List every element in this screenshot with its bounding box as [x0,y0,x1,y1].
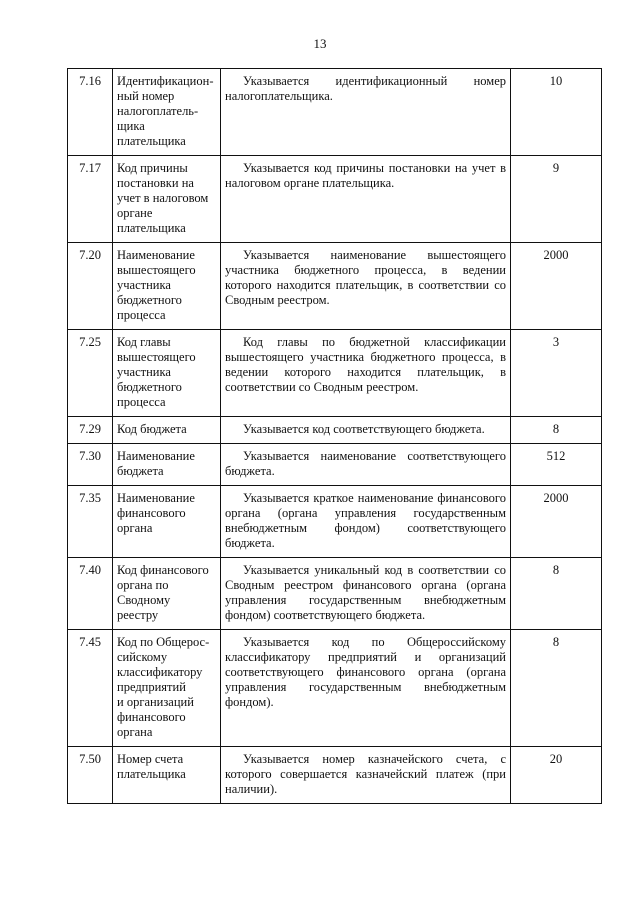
table-row [68,330,602,417]
field-name [113,630,221,747]
field-name-line: органа [117,725,153,739]
field-name-line: ный номер [117,89,175,103]
field-description: Указывается краткое наименование финансового органа (органа управления государственным внебюджетным фондом) соответствующего бюджета. [221,486,511,558]
field-name-line: плательщика [117,221,186,235]
table-row [68,417,602,444]
field-name-line: постановки на [117,176,194,190]
field-description: Код главы по бюджетной классификации вышестоящего участника бюджетного процесса, в ведении которого находится плательщик, в соответствии со Сводным реестром. [221,330,511,417]
field-description: Указывается код по Общероссийскому классификатору предприятий и организаций соответствующего финансового органа (органа управления государственным внебюджетным фондом). [221,630,511,747]
field-name-line: Код бюджета [117,422,187,436]
table-row [68,558,602,630]
field-name-line: Код причины [117,161,188,175]
row-number: 7.35 [68,486,113,558]
row-number: 7.30 [68,444,113,486]
field-description: Указывается уникальный код в соответствии со Сводным реестром финансового органа (органа управления государственным внебюджетным фондом) соответствующего бюджета. [221,558,511,630]
field-name-line: Номер счета [117,752,184,766]
page-number: 13 [313,36,327,51]
field-description: Указывается идентификационный номер налогоплательщика. [221,69,511,156]
field-name-line: вышестоящего [117,263,196,277]
field-name-line: сийскому [117,650,168,664]
field-name [113,486,221,558]
field-name-line: реестру [117,608,159,622]
row-number: 7.20 [68,243,113,330]
field-name-line: участника [117,365,171,379]
field-name-line: вышестоящего [117,350,196,364]
field-length: 20 [511,747,602,804]
table-row [68,486,602,558]
table-row [68,444,602,486]
row-number: 7.45 [68,630,113,747]
field-name-line: бюджета [117,464,164,478]
field-name [113,747,221,804]
field-name-line: Наименование [117,248,195,262]
field-name-line: плательщика [117,767,186,781]
requisites-table [67,68,602,804]
field-length: 3 [511,330,602,417]
field-length: 9 [511,156,602,243]
row-number: 7.17 [68,156,113,243]
field-name-line: Сводному [117,593,171,607]
field-name [113,417,221,444]
table-row [68,747,602,804]
field-name-line: Код финансового [117,563,209,577]
field-description: Указывается наименование соответствующего бюджета. [221,444,511,486]
field-name [113,156,221,243]
field-name-line: процесса [117,308,166,322]
field-name-line: предприятий [117,680,186,694]
field-name-line: участника [117,278,171,292]
field-name [113,69,221,156]
field-name-line: органа по [117,578,169,592]
row-number: 7.29 [68,417,113,444]
row-number: 7.16 [68,69,113,156]
field-name-line: щика [117,119,145,133]
field-name-line: финансового [117,710,186,724]
field-length: 2000 [511,486,602,558]
field-name-line: налогоплатель- [117,104,199,118]
field-description: Указывается наименование вышестоящего участника бюджетного процесса, в ведении которого находится плательщик, в соответствии со Сводным реестром. [221,243,511,330]
table-row [68,69,602,156]
field-name-line: бюджетного [117,293,182,307]
field-name-line: Код по Общерос- [117,635,210,649]
field-length: 512 [511,444,602,486]
field-description: Указывается код соответствующего бюджета. [221,417,511,444]
field-name [113,243,221,330]
field-name [113,330,221,417]
field-name [113,444,221,486]
field-name-line: Код главы [117,335,171,349]
field-length: 10 [511,69,602,156]
row-number: 7.25 [68,330,113,417]
field-name-line: Идентификацион- [117,74,214,88]
field-length: 8 [511,417,602,444]
row-number: 7.40 [68,558,113,630]
field-length: 8 [511,558,602,630]
field-name-line: плательщика [117,134,186,148]
table-row [68,630,602,747]
field-name-line: классификатору [117,665,203,679]
field-name-line: бюджетного [117,380,182,394]
field-name-line: и организаций [117,695,194,709]
field-name-line: финансового [117,506,186,520]
field-name [113,558,221,630]
field-length: 2000 [511,243,602,330]
field-name-line: органа [117,521,153,535]
row-number: 7.50 [68,747,113,804]
field-description: Указывается номер казначейского счета, с которого совершается казначейский платеж (при наличии). [221,747,511,804]
field-length: 8 [511,630,602,747]
table-row [68,243,602,330]
field-name-line: Наименование [117,449,195,463]
field-name-line: процесса [117,395,166,409]
field-name-line: учет в налоговом [117,191,209,205]
field-name-line: Наименование [117,491,195,505]
field-name-line: органе [117,206,153,220]
field-description: Указывается код причины постановки на учет в налоговом органе плательщика. [221,156,511,243]
table-row [68,156,602,243]
